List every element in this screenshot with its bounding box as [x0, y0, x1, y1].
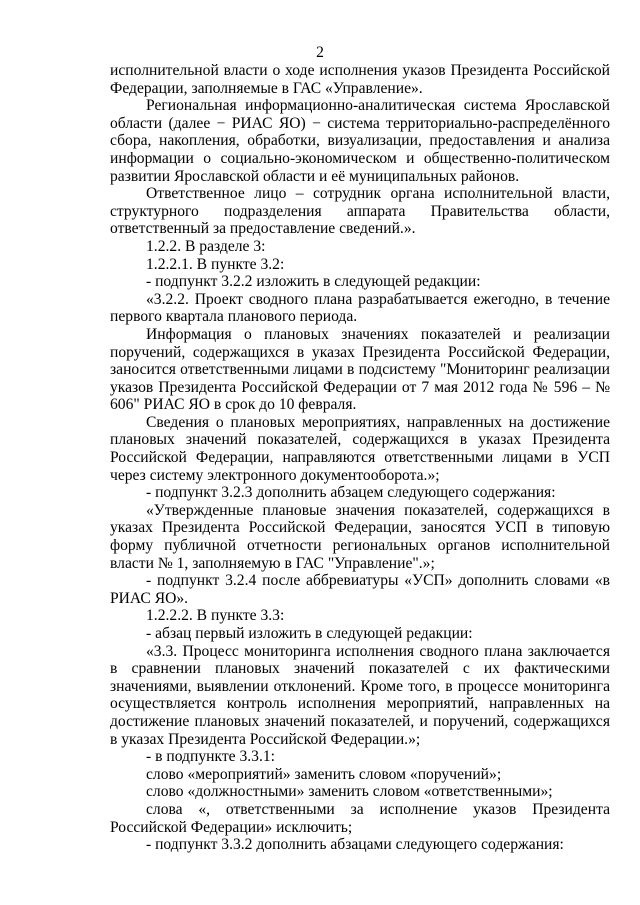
paragraph: - в подпункте 3.3.1:: [146, 748, 275, 766]
document-body: [110, 62, 610, 854]
paragraph: Сведения о плановых мероприятиях, направленных на достижение плановых значений показателей, содержащихся в указах Президента Российской Федерации, направляются ответственными лицами в УСП через систему электронного документооборота.»;: [110, 413, 610, 484]
page-number: 2: [316, 44, 324, 61]
paragraph: - подпункт 3.2.2 изложить в следующей редакции:: [146, 273, 481, 291]
paragraph: - подпункт 3.3.2 дополнить абзацами следующего содержания:: [146, 836, 564, 854]
paragraph: слово «мероприятий» заменить словом «поручений»;: [146, 765, 502, 783]
paragraph: Информация о плановых значениях показателей и реализации поручений, содержащихся в указах Президента Российской Федерации, заносится ответственными лицами в подсистему "Мониторинг реализации указов Президента Российской Федерации от 7 мая 2012 года № 596 – № 606" РИАС ЯО в срок до 10 февраля.: [110, 325, 610, 414]
paragraph: - подпункт 3.2.4 после аббревиатуры «УСП» дополнить словами «в РИАС ЯО».: [110, 572, 610, 607]
paragraph: слово «должностными» заменить словом «ответственными»;: [146, 783, 553, 801]
paragraph: - абзац первый изложить в следующей редакции:: [146, 625, 473, 642]
paragraph: исполнительной власти о ходе исполнения указов Президента Российской Федерации, заполняемые в ГАС «Управление».: [110, 62, 610, 97]
paragraph: 1.2.2. В разделе 3:: [146, 237, 266, 255]
paragraph: - подпункт 3.2.3 дополнить абзацем следующего содержания:: [146, 484, 556, 502]
paragraph: «Утвержденные плановые значения показателей, содержащихся в указах Президента Российской Федерации, заносятся УСП в типовую форму публичной отчетности региональных органов исполнительной власти № 1, заполняемую в ГАС "Управление".»;: [110, 501, 610, 572]
paragraph: слова «, ответственными за исполнение указов Президента Российской Федерации» исключить;: [110, 800, 610, 836]
paragraph: «3.3. Процесс мониторинга исполнения сводного плана заключается в сравнении плановых значений показателей с их фактическими значениями, выявлении отклонений. Кроме того, в процессе мониторинга осуществляется контроль исполнения мероприятий, направленных на достижение плановых значений показателей, и поручений, содержащихся в указах Президента Российской Федерации.»;: [110, 642, 610, 748]
paragraph: Ответственное лицо – сотрудник органа исполнительной власти, структурного подразделения аппарата Правительства области, ответственный за предоставление сведений.».: [110, 185, 610, 238]
paragraph: 1.2.2.2. В пункте 3.3:: [146, 607, 285, 625]
paragraph: Региональная информационно-аналитическая система Ярославской области (далее − РИАС ЯО) − система территориально-распределённого сбора, накопления, обработки, визуализации, предоставления и анализа информации о социально-экономическом и общественно-политическом развитии Ярославской области и её муниципальных районов.: [110, 97, 610, 185]
paragraph: «3.2.2. Проект сводного плана разрабатывается ежегодно, в течение первого квартала планового периода.: [110, 290, 610, 326]
paragraph: 1.2.2.1. В пункте 3.2:: [146, 255, 285, 273]
